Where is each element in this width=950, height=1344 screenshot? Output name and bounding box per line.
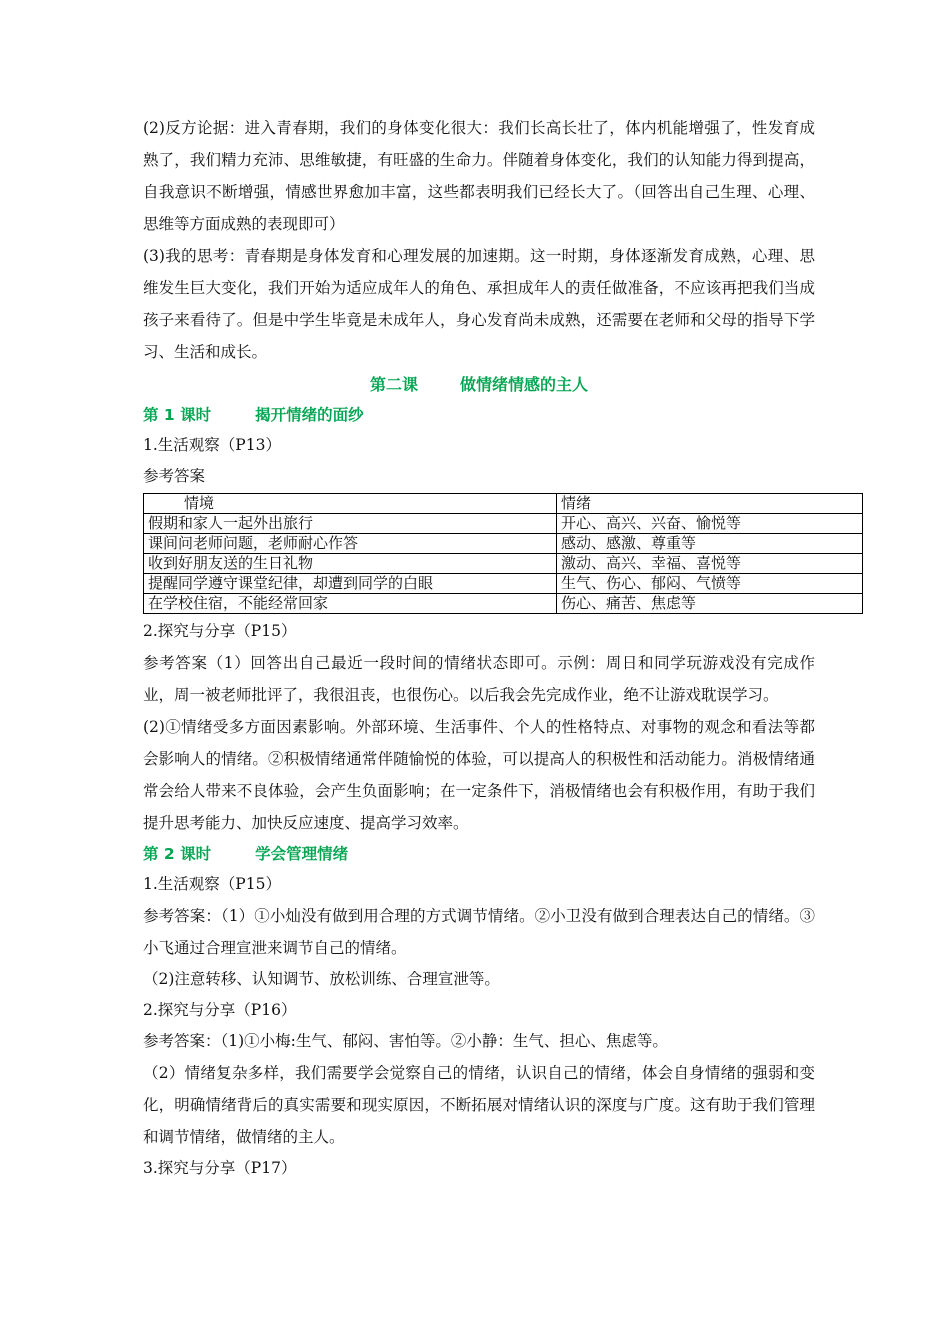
table-cell-emotion: 生气、伤心、郁闷、气愤等 (557, 574, 863, 594)
opposing-argument-paragraph: (2)反方论据：进入青春期，我们的身体变化很大：我们长高长壮了，体内机能增强了，性发育成熟了，我们精力充沛、思维敏捷，有旺盛的生命力。伴随着身体变化，我们的认知能力得到提高，自我意识不断增强，情感世界愈加丰富，这些都表明我们已经长大了。（回答出自己生理、心理、思维等方面成熟的表现即可） (143, 119, 815, 233)
period-2-title: 学会管理情绪 (255, 845, 349, 863)
period-1-label: 第 1 课时 (143, 406, 212, 424)
table-row (144, 554, 863, 574)
period-2-item-2-answer-1: 参考答案：（1)①小梅:生气、郁闷、害怕等。②小静：生气、担心、焦虑等。 (143, 1032, 668, 1050)
table-cell-situation: 提醒同学遵守课堂纪律，却遭到同学的白眼 (144, 574, 557, 594)
period-1-item-2-heading: 2.探究与分享（P15） (143, 622, 297, 640)
period-1-heading (143, 400, 815, 430)
table-row (144, 534, 863, 554)
period-2-heading (143, 839, 815, 869)
table-cell-situation: 收到好朋友送的生日礼物 (144, 554, 557, 574)
period-2-label: 第 2 课时 (143, 845, 212, 863)
period-1-item-2-answer-2: (2)①情绪受多方面因素影响。外部环境、生活事件、个人的性格特点、对事物的观念和看法等都会影响人的情绪。②积极情绪通常伴随愉悦的体验，可以提高人的积极性和活动能力。消极情绪通常会给人带来不良体验，会产生负面影响；在一定条件下，消极情绪也会有积极作用，有助于我们提升思考能力、加快反应速度、提高学习效率。 (143, 718, 815, 832)
table-header-row (144, 494, 863, 514)
period-2-item-1-answer-1: 参考答案：（1）①小灿没有做到用合理的方式调节情绪。②小卫没有做到合理表达自己的情绪。③小飞通过合理宣泄来调节自己的情绪。 (143, 907, 815, 957)
period-2-item-1-answer-2: （2)注意转移、认知调节、放松训练、合理宣泄等。 (143, 970, 500, 988)
table-header-situation: 情境 (144, 494, 557, 514)
lesson-number: 第二课 (369, 375, 418, 394)
lesson-name: 做情绪情感的主人 (460, 375, 589, 394)
period-1-answer-label: 参考答案 (143, 467, 206, 485)
period-2-item-2-heading: 2.探究与分享（P16） (143, 1001, 297, 1019)
table-cell-emotion: 激动、高兴、幸福、喜悦等 (557, 554, 863, 574)
period-1-item-2-answer-1: 参考答案（1）回答出自己最近一段时间的情绪状态即可。示例：周日和同学玩游戏没有完成作业，周一被老师批评了，我很沮丧，也很伤心。以后我会先完成作业，绝不让游戏耽误学习。 (143, 654, 815, 704)
emotion-table (143, 493, 863, 614)
table-cell-emotion: 感动、感激、尊重等 (557, 534, 863, 554)
table-row (144, 514, 863, 534)
table-row (144, 574, 863, 594)
table-cell-emotion: 开心、高兴、兴奋、愉悦等 (557, 514, 863, 534)
table-cell-emotion: 伤心、痛苦、焦虑等 (557, 594, 863, 614)
table-cell-situation: 在学校住宿，不能经常回家 (144, 594, 557, 614)
table-row (144, 594, 863, 614)
period-2-item-3-heading: 3.探究与分享（P17） (143, 1159, 297, 1177)
period-2-item-1-heading: 1.生活观察（P15） (143, 875, 281, 893)
lesson-title (143, 370, 815, 400)
table-header-emotion: 情绪 (557, 494, 863, 514)
table-cell-situation: 假期和家人一起外出旅行 (144, 514, 557, 534)
period-2-item-2-answer-2: （2）情绪复杂多样，我们需要学会觉察自己的情绪，认识自己的情绪，体会自身情绪的强弱和变化，明确情绪背后的真实需要和现实原因，不断拓展对情绪认识的深度与广度。这有助于我们管理和调节情绪，做情绪的主人。 (143, 1064, 815, 1146)
document-body (143, 112, 815, 1184)
period-1-title: 揭开情绪的面纱 (255, 406, 364, 424)
period-1-item-1-heading: 1.生活观察（P13） (143, 436, 281, 454)
table-cell-situation: 课间问老师问题，老师耐心作答 (144, 534, 557, 554)
my-thinking-paragraph: (3)我的思考：青春期是身体发育和心理发展的加速期。这一时期，身体逐渐发育成熟，心理、思维发生巨大变化，我们开始为适应成年人的角色、承担成年人的责任做准备，不应该再把我们当成孩子来看待了。但是中学生毕竟是未成年人，身心发育尚未成熟，还需要在老师和父母的指导下学习、生活和成长。 (143, 247, 815, 361)
